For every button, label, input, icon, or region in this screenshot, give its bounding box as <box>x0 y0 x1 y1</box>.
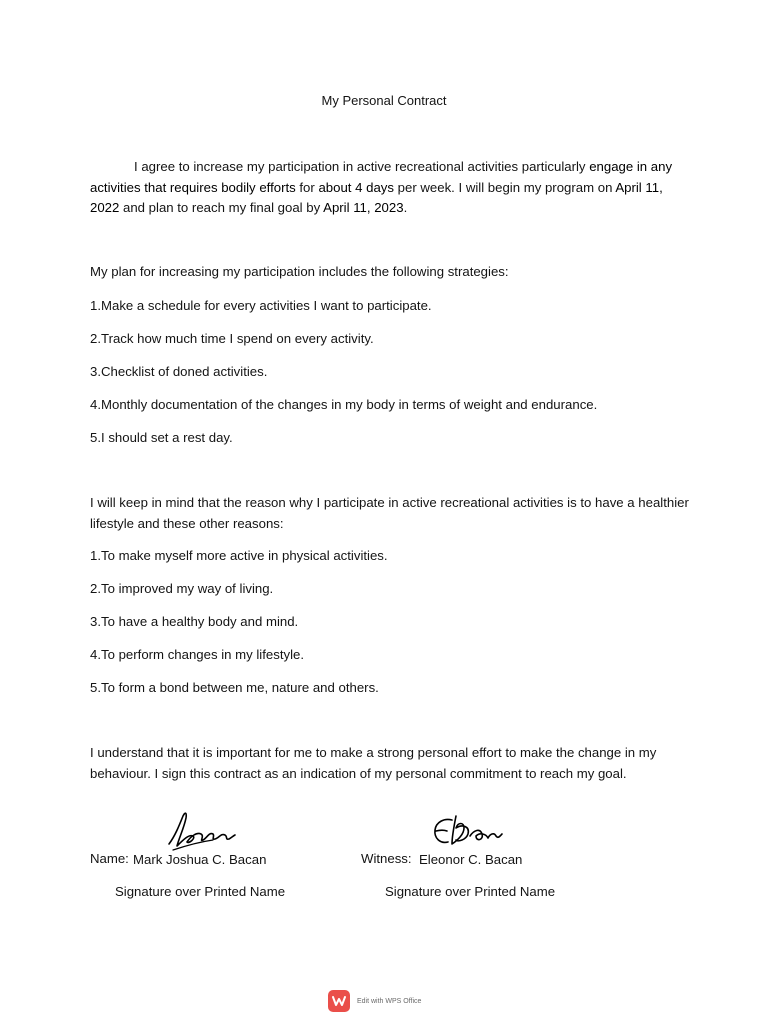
reason-item: 2.To improved my way of living. <box>90 581 274 596</box>
intro-text-3: per week. I will begin my program on <box>393 179 616 195</box>
strategies-heading: My plan for increasing my participation includes the following strategies: <box>90 264 509 279</box>
signature-caption-right: Signature over Printed Name <box>385 884 556 899</box>
reason-item: 5.To form a bond between me, nature and others. <box>90 680 379 695</box>
signature-eleonor <box>430 812 504 852</box>
strategy-item: 1.Make a schedule for every activities I want to participate. <box>90 298 432 313</box>
closing-paragraph: I understand that it is important for me to make a strong personal effort to make the change in my behaviour. I sign this contract as an indication of my personal commitment to reach my goal. <box>90 745 657 781</box>
witness-value: Eleonor C. Bacan <box>419 852 523 867</box>
name-value: Mark Joshua C. Bacan <box>133 852 267 867</box>
intro-frequency: about 4 days <box>318 179 394 195</box>
intro-text-5: . <box>403 200 408 215</box>
wps-logo-icon <box>328 990 350 1012</box>
signature-mark-joshua <box>165 806 237 856</box>
intro-activity: engage in any activities that requires bodily efforts <box>90 159 673 195</box>
strategy-item: 2.Track how much time I spend on every activity. <box>90 331 374 346</box>
intro-text-4: and plan to reach my final goal by <box>119 200 324 215</box>
document-title: My Personal Contract <box>321 93 447 108</box>
strategy-item: 5.I should set a rest day. <box>90 430 233 445</box>
intro-paragraph <box>90 157 690 219</box>
reason-item: 4.To perform changes in my lifestyle. <box>90 647 305 662</box>
intro-text-2: for <box>295 179 319 195</box>
strategy-item: 3.Checklist of doned activities. <box>90 364 268 379</box>
name-label: Name: <box>90 851 129 866</box>
intro-text-1: I agree to increase my participation in active recreational activities particularly <box>134 159 586 174</box>
strategy-item: 4.Monthly documentation of the changes in my body in terms of weight and endurance. <box>90 397 598 412</box>
intro-end-date: April 11, 2023 <box>323 200 404 215</box>
signature-caption-left: Signature over Printed Name <box>115 884 286 899</box>
witness-label: Witness: <box>361 851 412 866</box>
wps-edit-text: Edit with WPS Office <box>357 997 422 1005</box>
reason-item: 3.To have a healthy body and mind. <box>90 614 299 629</box>
wps-edit-badge[interactable] <box>328 990 421 1012</box>
reasons-heading: I will keep in mind that the reason why I participate in active recreational activities is to have a healthier lifestyle and these other reasons: <box>90 495 689 531</box>
reason-item: 1.To make myself more active in physical activities. <box>90 548 388 563</box>
intro-start-date: April 11, 2022 <box>90 179 663 215</box>
